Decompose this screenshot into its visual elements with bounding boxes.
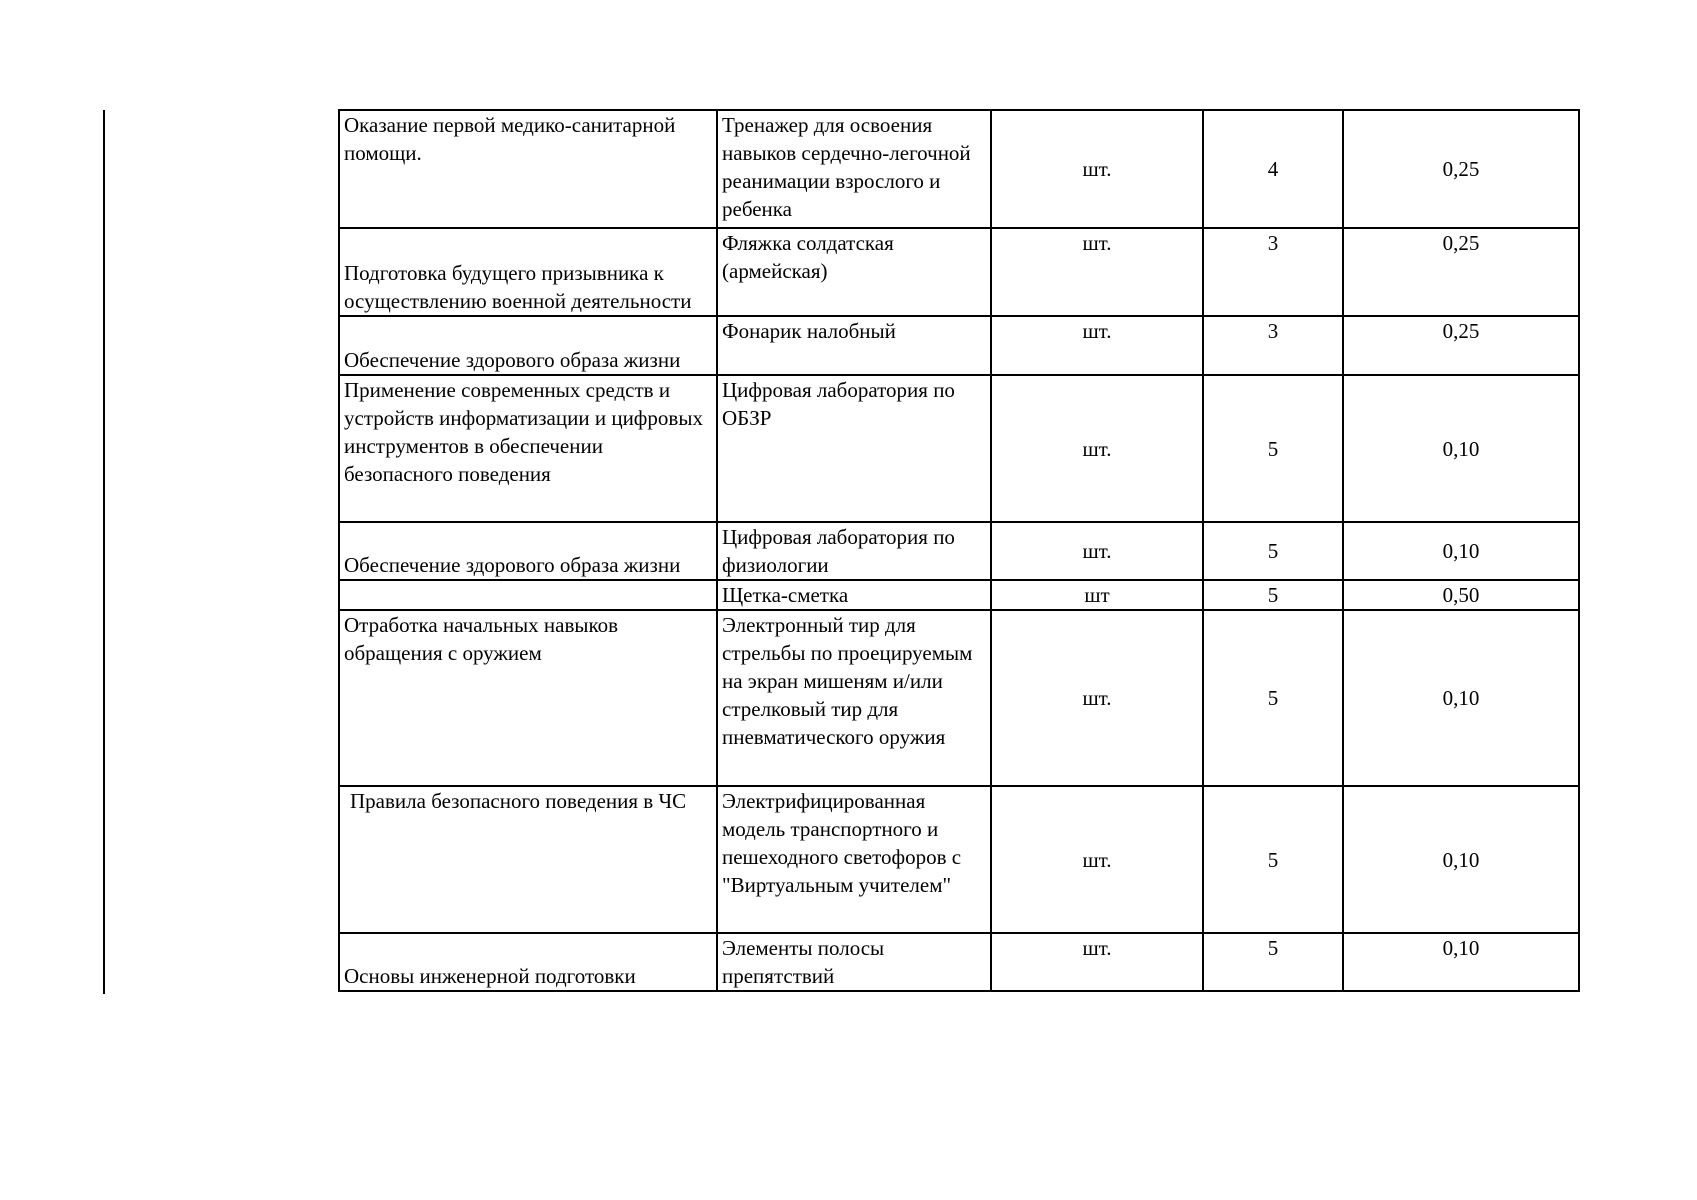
item-cell: Элементы полосы препятствий xyxy=(717,933,991,991)
item-cell: Электрифицированная модель транспортного и пешеходного светофоров с "Виртуальным учителем" xyxy=(717,786,991,933)
item-cell: Цифровая лаборатория по физиологии xyxy=(717,522,991,580)
ratio-cell: 0,10 xyxy=(1343,610,1579,786)
topic-cell: Основы инженерной подготовки xyxy=(339,933,717,991)
ratio-cell: 0,25 xyxy=(1343,316,1579,375)
quantity-cell: 5 xyxy=(1203,580,1343,610)
ratio-cell: 0,10 xyxy=(1343,522,1579,580)
unit-cell: шт. xyxy=(991,522,1203,580)
quantity-cell: 5 xyxy=(1203,933,1343,991)
quantity-cell: 3 xyxy=(1203,228,1343,316)
topic-cell: Правила безопасного поведения в ЧС xyxy=(339,786,717,933)
unit-cell: шт. xyxy=(991,228,1203,316)
table-row xyxy=(339,933,1579,991)
table-row xyxy=(339,522,1579,580)
topic-cell: Оказание первой медико-санитарной помощи. xyxy=(339,110,717,228)
item-cell: Фонарик налобный xyxy=(717,316,991,375)
ratio-cell: 0,10 xyxy=(1343,933,1579,991)
table-row xyxy=(339,580,1579,610)
unit-cell: шт. xyxy=(991,375,1203,522)
quantity-cell: 5 xyxy=(1203,375,1343,522)
table-row xyxy=(339,316,1579,375)
table-row xyxy=(339,786,1579,933)
item-cell: Щетка-сметка xyxy=(717,580,991,610)
quantity-cell: 5 xyxy=(1203,610,1343,786)
topic-cell: Обеспечение здорового образа жизни xyxy=(339,522,717,580)
table-row xyxy=(339,375,1579,522)
quantity-cell: 5 xyxy=(1203,522,1343,580)
ratio-cell: 0,50 xyxy=(1343,580,1579,610)
item-cell: Цифровая лаборатория по ОБЗР xyxy=(717,375,991,522)
unit-cell: шт xyxy=(991,580,1203,610)
topic-cell: Отработка начальных навыков обращения с оружием xyxy=(339,610,717,786)
unit-cell: шт. xyxy=(991,316,1203,375)
ratio-cell: 0,25 xyxy=(1343,228,1579,316)
ratio-cell: 0,25 xyxy=(1343,110,1579,228)
table-row xyxy=(339,610,1579,786)
quantity-cell: 4 xyxy=(1203,110,1343,228)
topic-cell xyxy=(339,580,717,610)
unit-cell: шт. xyxy=(991,610,1203,786)
item-cell: Фляжка солдатская (армейская) xyxy=(717,228,991,316)
equipment-table xyxy=(338,109,1580,992)
left-margin-rule xyxy=(103,110,105,994)
ratio-cell: 0,10 xyxy=(1343,786,1579,933)
quantity-cell: 5 xyxy=(1203,786,1343,933)
table-row xyxy=(339,110,1579,228)
unit-cell: шт. xyxy=(991,110,1203,228)
item-cell: Тренажер для освоения навыков сердечно-легочной реанимации взрослого и ребенка xyxy=(717,110,991,228)
unit-cell: шт. xyxy=(991,786,1203,933)
topic-cell: Обеспечение здорового образа жизни xyxy=(339,316,717,375)
topic-cell: Применение современных средств и устройств информатизации и цифровых инструментов в обеспечении безопасного поведения xyxy=(339,375,717,522)
ratio-cell: 0,10 xyxy=(1343,375,1579,522)
quantity-cell: 3 xyxy=(1203,316,1343,375)
table-row xyxy=(339,228,1579,316)
topic-cell: Подготовка будущего призывника к осуществлению военной деятельности xyxy=(339,228,717,316)
unit-cell: шт. xyxy=(991,933,1203,991)
item-cell: Электронный тир для стрельбы по проецируемым на экран мишеням и/или стрелковый тир для пневматического оружия xyxy=(717,610,991,786)
